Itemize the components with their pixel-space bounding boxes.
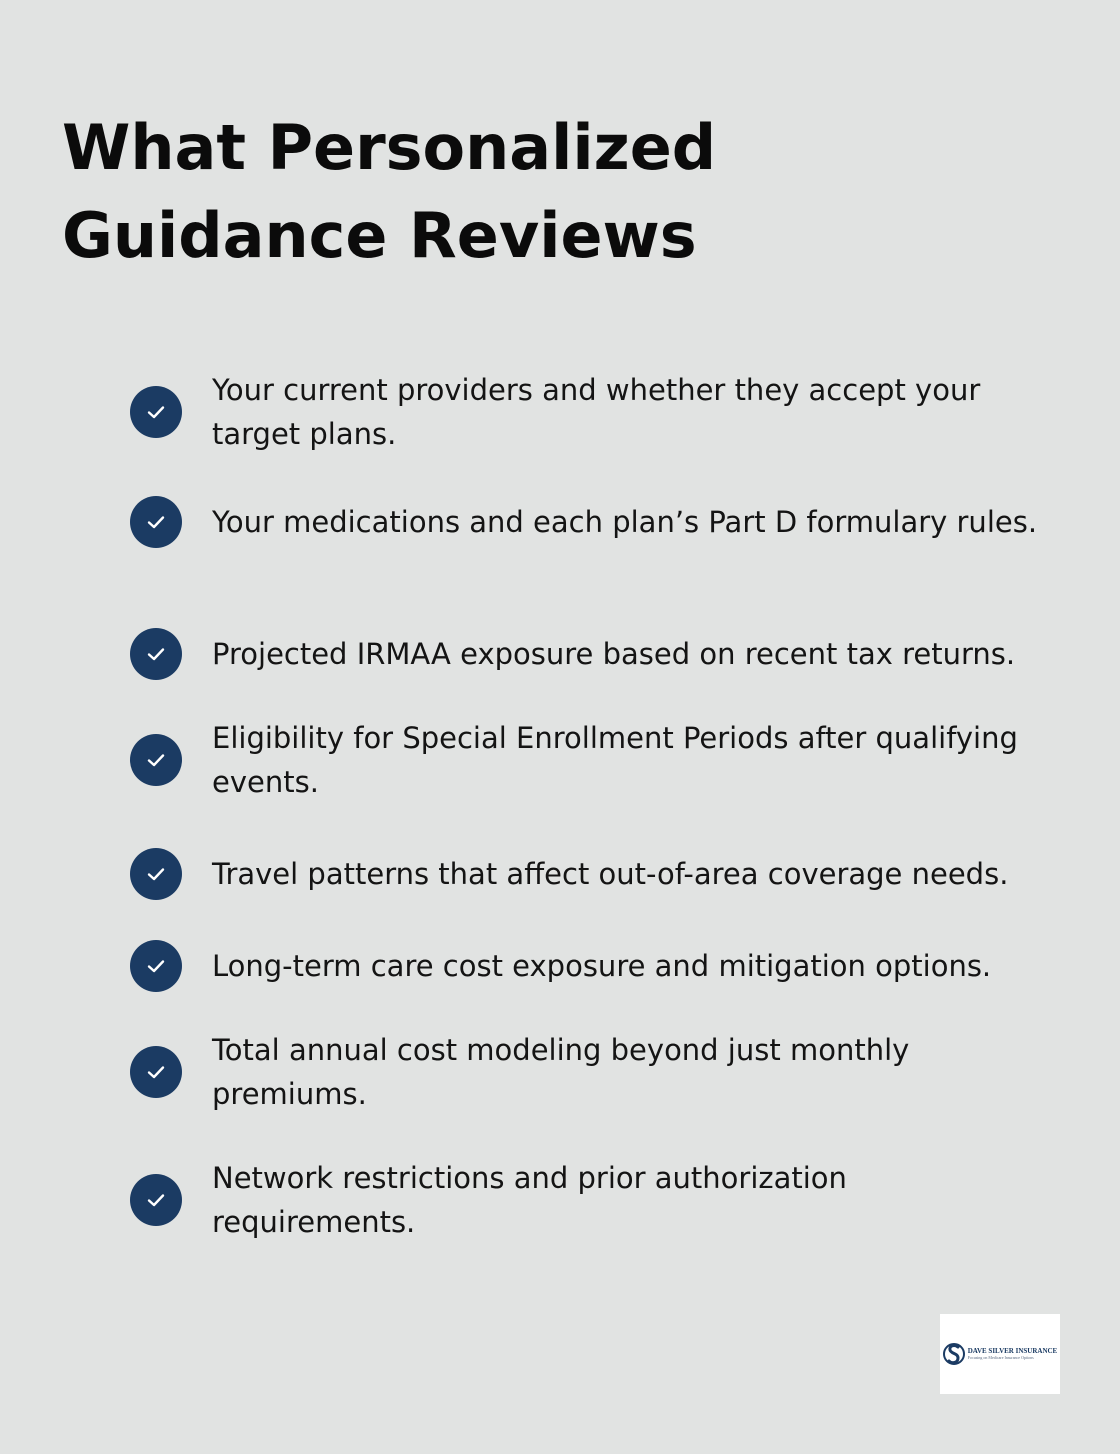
logo-tagline: Focusing on Medicare Insurance Options [967, 1355, 1034, 1360]
list-item [130, 1028, 1050, 1116]
logo-name: DAVE SILVER INSURANCE [967, 1347, 1058, 1355]
list-item-text: Network restrictions and prior authorization requirements. [212, 1161, 847, 1239]
list-item-text: Long-term care cost exposure and mitigation options. [212, 949, 992, 983]
list-item [130, 368, 1050, 456]
company-logo [940, 1314, 1060, 1394]
list-item-text: Eligibility for Special Enrollment Periods after qualifying events. [212, 721, 1018, 799]
check-circle-icon [130, 1046, 182, 1098]
check-circle-icon [130, 1174, 182, 1226]
list-item [130, 940, 1050, 992]
list-item-text: Travel patterns that affect out-of-area coverage needs. [212, 857, 1009, 891]
logo-s-icon [943, 1339, 965, 1369]
list-item-text: Your medications and each plan’s Part D formulary rules. [212, 505, 1038, 539]
check-circle-icon [130, 386, 182, 438]
list-item-text: Total annual cost modeling beyond just monthly premiums. [212, 1033, 910, 1111]
check-circle-icon [130, 940, 182, 992]
list-item [130, 1156, 1050, 1244]
page-title: What Personalized Guidance Reviews [62, 111, 717, 272]
check-circle-icon [130, 848, 182, 900]
check-circle-icon [130, 734, 182, 786]
check-circle-icon [130, 496, 182, 548]
list-item [130, 496, 1050, 548]
list-item-text: Projected IRMAA exposure based on recent tax returns. [212, 637, 1016, 671]
list-item-text: Your current providers and whether they accept your target plans. [212, 373, 981, 451]
list-item [130, 628, 1050, 680]
list-item [130, 848, 1050, 900]
list-item [130, 716, 1050, 804]
check-circle-icon [130, 628, 182, 680]
